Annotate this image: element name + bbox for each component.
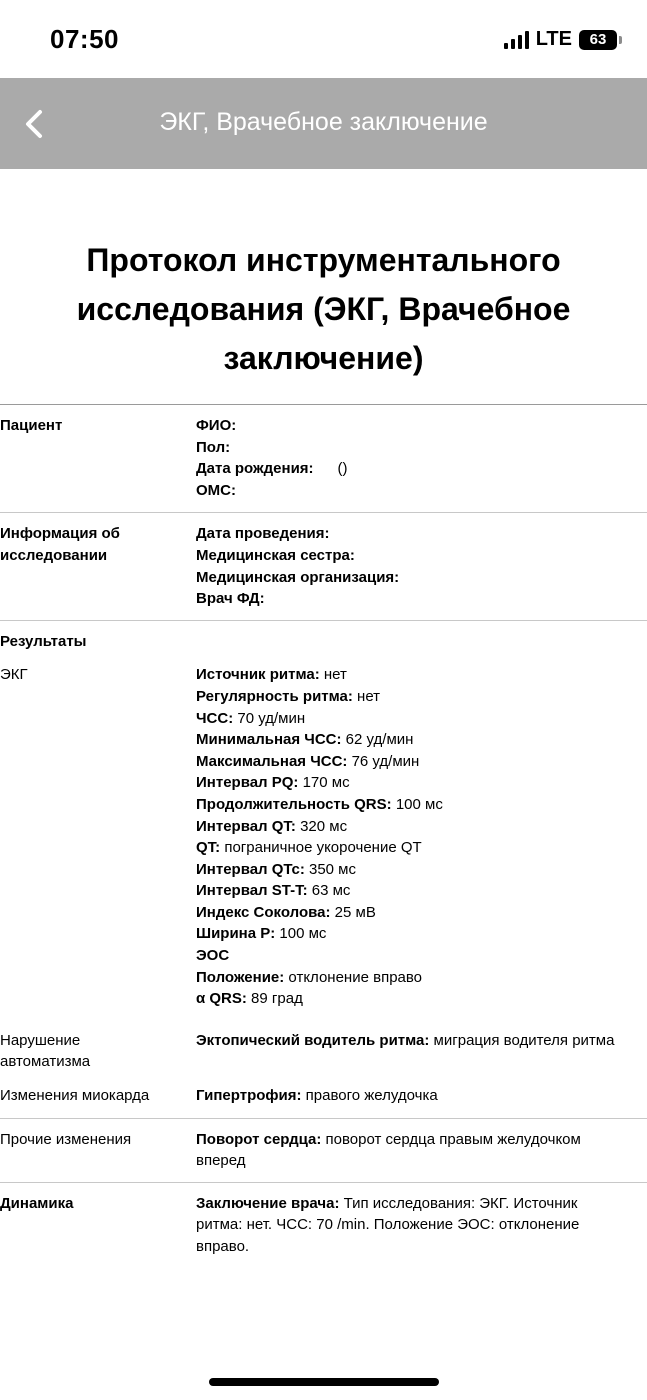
ecg-item-key: QT:: [196, 839, 221, 857]
doctor-label: Врач ФД:: [196, 590, 265, 608]
ecg-item: [196, 967, 627, 989]
ecg-item-key: α QRS:: [196, 990, 247, 1008]
section-heading: Результаты: [0, 632, 87, 650]
ecg-item-value: 89 град: [246, 990, 303, 1008]
row-results: [0, 620, 647, 665]
ecg-item: [196, 708, 627, 730]
value-key: Эктопический водитель ритма:: [196, 1031, 430, 1049]
row-label: Прочие изменения: [0, 1130, 132, 1148]
report-table: [0, 404, 647, 1268]
ecg-item-value: пограничное укорочение QT: [220, 839, 422, 857]
ecg-item: [196, 686, 627, 708]
ecg-item-value: 62 уд/мин: [341, 731, 414, 749]
ecg-item-key: Источник ритма:: [196, 666, 320, 684]
ecg-item: [196, 794, 627, 816]
dob-label: Дата рождения:: [196, 460, 314, 478]
ecg-item-key: Интервал QT:: [196, 817, 296, 835]
row-label: Нарушение автоматизма: [0, 1031, 91, 1071]
row-value: [196, 415, 647, 501]
battery-level: 63: [589, 31, 607, 48]
ecg-item: [196, 902, 627, 924]
ecg-item-key: Интервал PQ:: [196, 774, 299, 792]
row-label: Изменения миокарда: [0, 1087, 150, 1105]
status-time: 07:50: [50, 24, 119, 54]
ecg-item-key: Положение:: [196, 968, 285, 986]
row-dynamics: [0, 1182, 647, 1268]
ecg-item-value: 63 мс: [307, 882, 351, 900]
ecg-item: [196, 837, 627, 859]
row-automatism: [0, 1020, 647, 1083]
signal-icon: [504, 30, 529, 49]
ecg-item: [196, 751, 627, 773]
status-indicators: [504, 28, 617, 51]
ecg-item-value: 100 мс: [391, 795, 443, 813]
ecg-item-key: Интервал ST-T:: [196, 882, 308, 900]
page-title: Протокол инструментального исследования (ЭКГ, Врачебное заключение): [76, 242, 571, 376]
sex-label: Пол:: [196, 438, 231, 456]
ecg-item: [196, 664, 627, 686]
ecg-item-key: Ширина P:: [196, 925, 276, 943]
row-value: [196, 523, 647, 609]
ecg-item: [196, 945, 627, 967]
ecg-item: [196, 772, 627, 794]
ecg-item: [196, 729, 627, 751]
oms-label: ОМС:: [196, 481, 236, 499]
row-ecg: [0, 664, 647, 1020]
ecg-item: [196, 816, 627, 838]
ecg-item: [196, 988, 627, 1010]
value-text: Тип исследования: ЭКГ. Источник ритма: нет. ЧСС: 70 /min. Положение ЭОС: отклонение вправо.: [196, 1194, 580, 1255]
row-value: [196, 1193, 647, 1258]
network-type: LTE: [535, 28, 572, 50]
row-label: Динамика: [0, 1194, 74, 1212]
ecg-item: [196, 923, 627, 945]
row-label: Пациент: [0, 417, 63, 434]
ecg-item-key: Максимальная ЧСС:: [196, 752, 348, 770]
nurse-label: Медицинская сестра:: [196, 546, 355, 564]
ecg-item-key: ЭОС: [196, 947, 230, 965]
ecg-values: [196, 664, 647, 1010]
ecg-item: [196, 859, 627, 881]
value-key: Заключение врача:: [196, 1194, 340, 1212]
ecg-item-value: 70 уд/мин: [233, 709, 306, 727]
home-indicator: [209, 1378, 439, 1386]
value-text: поворот сердца правым желудочком вперед: [196, 1130, 581, 1170]
battery-icon: [579, 30, 617, 50]
ecg-item-key: Минимальная ЧСС:: [196, 731, 342, 749]
value-text: правого желудочка: [301, 1087, 438, 1105]
ecg-item-key: ЧСС:: [196, 709, 234, 727]
dob-value: (): [337, 460, 348, 478]
app-header: [0, 78, 647, 169]
row-value: [196, 1129, 647, 1172]
fio-label: ФИО:: [196, 417, 237, 434]
row-label: Информация об исследовании: [0, 525, 120, 564]
status-bar: [0, 0, 647, 78]
ecg-item-value: 320 мс: [295, 817, 348, 835]
row-label: ЭКГ: [0, 666, 28, 684]
ecg-item-value: 100 мс: [275, 925, 327, 943]
ecg-item-key: Регулярность ритма:: [196, 687, 353, 705]
ecg-item-value: нет: [319, 666, 347, 684]
ecg-item-key: Продолжительность QRS:: [196, 795, 392, 813]
ecg-item-value: 350 мс: [304, 860, 356, 878]
ecg-item-value: 25 мВ: [330, 903, 376, 921]
row-patient: [0, 404, 647, 512]
header-title: ЭКГ, Врачебное заключение: [159, 108, 488, 136]
row-myocardium: [0, 1083, 647, 1118]
ecg-item-value: нет: [352, 687, 381, 705]
ecg-item: [196, 880, 627, 902]
ecg-item-value: 170 мс: [298, 774, 350, 792]
date-label: Дата проведения:: [196, 525, 330, 543]
ecg-item-value: 76 уд/мин: [347, 752, 420, 770]
ecg-item-key: Интервал QTc:: [196, 860, 305, 878]
row-value: [196, 1085, 647, 1107]
row-other: [0, 1118, 647, 1182]
row-value: [196, 1030, 647, 1073]
value-text: миграция водителя ритма: [429, 1031, 615, 1049]
value-key: Поворот сердца:: [196, 1130, 322, 1148]
ecg-item-key: Индекс Соколова:: [196, 903, 331, 921]
row-study-info: [0, 512, 647, 619]
ecg-item-value: отклонение вправо: [284, 968, 423, 986]
value-key: Гипертрофия:: [196, 1087, 302, 1105]
org-label: Медицинская организация:: [196, 568, 400, 586]
battery-tip: [619, 36, 622, 44]
